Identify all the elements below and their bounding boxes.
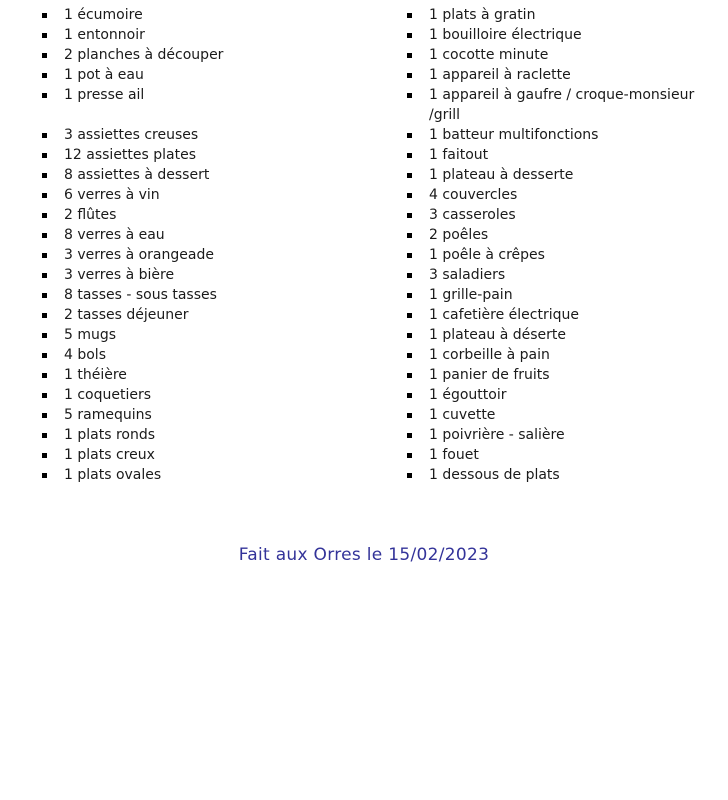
bullet-icon — [405, 185, 429, 205]
bullet-icon — [405, 45, 429, 65]
list-item — [405, 445, 705, 465]
bullet-icon — [405, 405, 429, 425]
item-text: 1 bouilloire électrique — [429, 27, 582, 43]
list-item — [405, 25, 705, 45]
bullet-icon — [405, 125, 429, 145]
item-text: 1 dessous de plats — [429, 467, 560, 483]
bullet-icon — [40, 45, 64, 65]
list-item — [40, 225, 370, 245]
bullet-icon — [40, 225, 64, 245]
item-text: 8 tasses - sous tasses — [64, 287, 217, 303]
item-group — [40, 5, 370, 105]
list-item — [405, 205, 705, 225]
item-text: 1 cocotte minute — [429, 47, 549, 63]
item-text: 1 fouet — [429, 447, 479, 463]
bullet-icon — [40, 25, 64, 45]
list-item — [405, 285, 705, 305]
item-text: 8 verres à eau — [64, 227, 165, 243]
list-item — [40, 25, 370, 45]
list-item — [40, 305, 370, 325]
list-item — [405, 225, 705, 245]
bullet-icon — [405, 245, 429, 265]
item-text: 2 poêles — [429, 227, 489, 243]
list-item — [40, 165, 370, 185]
list-item — [405, 85, 705, 125]
item-text: 1 corbeille à pain — [429, 347, 550, 363]
item-text: 1 plats ronds — [64, 427, 156, 443]
item-text: 1 grille-pain — [429, 287, 513, 303]
bullet-icon — [40, 385, 64, 405]
bullet-icon — [40, 325, 64, 345]
item-text: 1 faitout — [429, 147, 489, 163]
list-item — [405, 405, 705, 425]
item-text: 3 casseroles — [429, 207, 516, 223]
list-item — [40, 365, 370, 385]
bullet-icon — [40, 145, 64, 165]
list-item — [40, 425, 370, 445]
inventory-column-right — [405, 5, 705, 485]
bullet-icon — [405, 285, 429, 305]
item-text: 1 plats ovales — [64, 467, 162, 483]
list-item — [40, 445, 370, 465]
list-item — [40, 385, 370, 405]
item-text: 3 verres à orangeade — [64, 247, 214, 263]
bullet-icon — [405, 305, 429, 325]
list-item — [40, 245, 370, 265]
list-item — [405, 465, 705, 485]
list-item — [40, 185, 370, 205]
bullet-icon — [405, 205, 429, 225]
list-item — [405, 5, 705, 25]
bullet-icon — [405, 165, 429, 185]
item-text: 1 écumoire — [64, 7, 143, 23]
bullet-icon — [405, 425, 429, 445]
item-text: 1 cuvette — [429, 407, 496, 423]
item-text: 12 assiettes plates — [64, 147, 197, 163]
footer-date: Fait aux Orres le 15/02/2023 — [238, 545, 490, 565]
list-item — [405, 385, 705, 405]
list-item — [40, 85, 370, 105]
item-text: 1 presse ail — [64, 87, 145, 103]
item-text: 2 flûtes — [64, 207, 117, 223]
item-text: 1 plateau à desserte — [429, 167, 574, 183]
bullet-icon — [40, 465, 64, 485]
list-item — [40, 145, 370, 165]
item-group — [40, 125, 370, 485]
bullet-icon — [405, 25, 429, 45]
list-item — [405, 265, 705, 285]
bullet-icon — [405, 365, 429, 385]
bullet-icon — [405, 345, 429, 365]
bullet-icon — [40, 205, 64, 225]
inventory-column-left — [40, 5, 370, 485]
item-text: 3 verres à bière — [64, 267, 175, 283]
list-item — [40, 265, 370, 285]
item-group — [405, 5, 705, 485]
bullet-icon — [40, 285, 64, 305]
bullet-icon — [405, 225, 429, 245]
list-item — [40, 405, 370, 425]
list-item — [40, 205, 370, 225]
list-item — [405, 245, 705, 265]
bullet-icon — [40, 405, 64, 425]
item-text: 5 ramequins — [64, 407, 152, 423]
item-text: 2 planches à découper — [64, 47, 224, 63]
item-text: 6 verres à vin — [64, 187, 160, 203]
item-text: 1 plats à gratin — [429, 7, 536, 23]
list-item — [40, 345, 370, 365]
item-text: 8 assiettes à dessert — [64, 167, 210, 183]
list-item — [40, 65, 370, 85]
list-item — [40, 45, 370, 65]
bullet-icon — [40, 165, 64, 185]
list-item — [405, 345, 705, 365]
item-text: 1 cafetière électrique — [429, 307, 580, 323]
bullet-icon — [40, 305, 64, 325]
list-item — [405, 165, 705, 185]
bullet-icon — [405, 325, 429, 345]
item-text: 1 poêle à crêpes — [429, 247, 545, 263]
item-text: 1 coquetiers — [64, 387, 152, 403]
list-item — [405, 325, 705, 345]
bullet-icon — [40, 65, 64, 85]
list-item — [405, 425, 705, 445]
item-text: 4 couvercles — [429, 187, 518, 203]
bullet-icon — [40, 125, 64, 145]
bullet-icon — [405, 265, 429, 285]
item-text: 1 panier de fruits — [429, 367, 550, 383]
list-item — [405, 45, 705, 65]
item-text: 1 appareil à raclette — [429, 67, 571, 83]
bullet-icon — [405, 5, 429, 25]
bullet-icon — [405, 65, 429, 85]
bullet-icon — [40, 365, 64, 385]
item-text: 1 plateau à déserte — [429, 327, 567, 343]
bullet-icon — [405, 445, 429, 465]
bullet-icon — [40, 425, 64, 445]
bullet-icon — [405, 145, 429, 165]
item-text: 3 saladiers — [429, 267, 506, 283]
item-text: 1 plats creux — [64, 447, 155, 463]
item-text: 1 batteur multifonctions — [429, 127, 599, 143]
bullet-icon — [40, 5, 64, 25]
list-item — [405, 185, 705, 205]
item-text: 1 entonnoir — [64, 27, 145, 43]
list-item — [405, 305, 705, 325]
list-item — [40, 5, 370, 25]
list-item — [405, 125, 705, 145]
item-text: 1 égouttoir — [429, 387, 507, 403]
bullet-icon — [40, 245, 64, 265]
bullet-icon — [40, 445, 64, 465]
list-item — [40, 285, 370, 305]
list-item — [405, 365, 705, 385]
item-text: 1 pot à eau — [64, 67, 144, 83]
item-text: 1 appareil à gaufre / croque-monsieur /grill — [429, 87, 695, 123]
bullet-icon — [40, 85, 64, 105]
list-item — [405, 65, 705, 85]
item-text: 2 tasses déjeuner — [64, 307, 189, 323]
list-item — [405, 145, 705, 165]
bullet-icon — [405, 465, 429, 485]
item-text: 4 bols — [64, 347, 106, 363]
item-text: 5 mugs — [64, 327, 117, 343]
bullet-icon — [405, 385, 429, 405]
list-item — [40, 465, 370, 485]
bullet-icon — [40, 345, 64, 365]
item-text: 1 poivrière - salière — [429, 427, 565, 443]
bullet-icon — [405, 85, 429, 105]
list-item — [40, 325, 370, 345]
bullet-icon — [40, 185, 64, 205]
item-text: 1 théière — [64, 367, 127, 383]
list-item — [40, 125, 370, 145]
item-text: 3 assiettes creuses — [64, 127, 199, 143]
bullet-icon — [40, 265, 64, 285]
